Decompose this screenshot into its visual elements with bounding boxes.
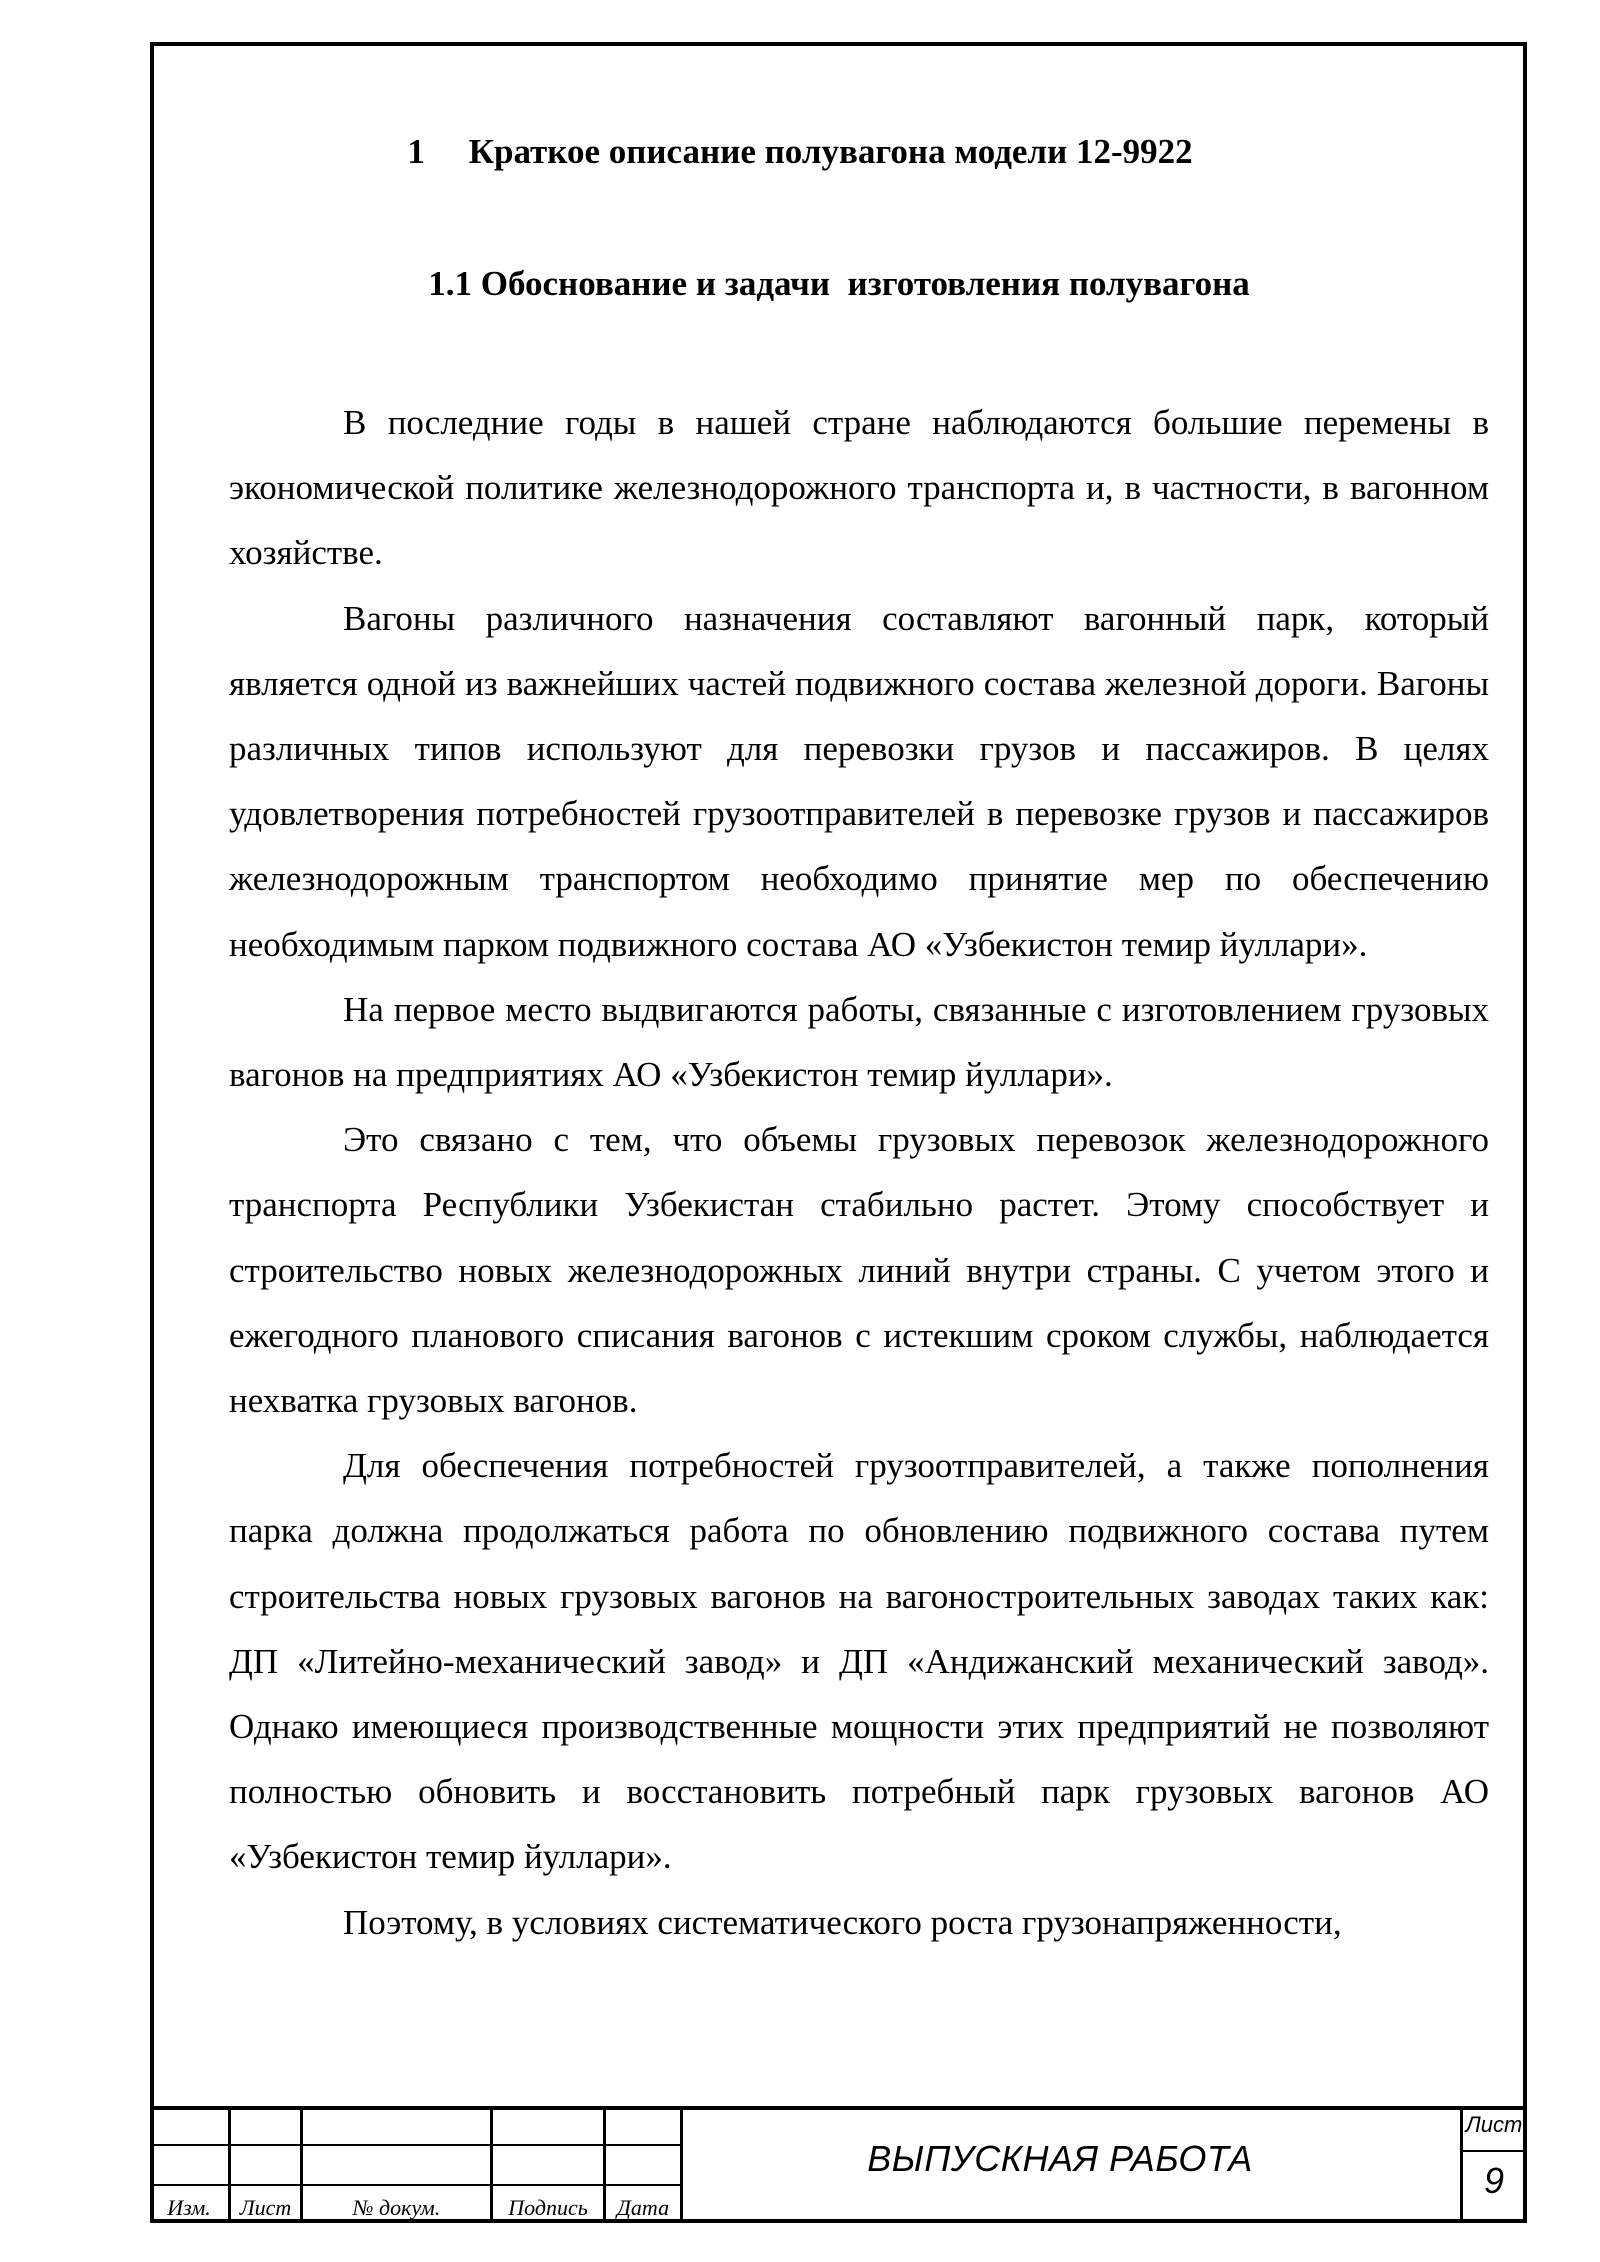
stamp-label-signature: Подпись — [508, 2195, 588, 2220]
sheet-label: Лист — [1465, 2112, 1523, 2137]
section-heading: 1.1 Обоснование и задачи изготовления полувагона — [428, 264, 1250, 303]
paragraph: Для обеспечения потребностей грузоотправителей, а также пополнения парка должна продолжаться работа по обновлению подвижного состава путем строительства новых грузовых вагонов на вагоностроительных заводах таких как: ДП «Литейно-механический завод» и ДП «Андижанский механический завод». Однако имеющиеся производственные мощности этих предприятий не позволяют полностью обновить и восстановить потребный парк грузовых вагонов АО «Узбекистон темир йуллари». — [229, 1446, 1489, 1877]
stamp-label-change: Изм. — [167, 2195, 211, 2220]
stamp-column-divider — [1460, 2110, 1463, 2223]
sheet-cell-divider — [1460, 2150, 1527, 2152]
title-block — [150, 2106, 1527, 2223]
paragraph: Поэтому, в условиях систематического роста грузонапряженности, — [343, 1902, 1342, 1942]
body-text — [229, 390, 1489, 1955]
paragraph: Это связано с тем, что объемы грузовых перевозок железнодорожного транспорта Республики Узбекистан стабильно растет. Этому способствует и строительство новых железнодорожных линий внутри страны. С учетом этого и ежегодного планового списания вагонов с истекшим сроком службы, наблюдается нехватка грузовых вагонов. — [229, 1120, 1489, 1421]
document-title: ВЫПУСКНАЯ РАБОТА — [867, 2138, 1253, 2179]
stamp-label-doc-number: № докум. — [352, 2195, 441, 2220]
sheet-number: 9 — [1483, 2160, 1505, 2201]
paragraph: В последние годы в нашей стране наблюдаются большие перемены в экономической политике железнодорожного транспорта и, в частности, в вагонном хозяйстве. — [229, 403, 1489, 573]
stamp-label-sheet: Лист — [239, 2195, 292, 2220]
chapter-heading: 1 Краткое описание полувагона модели 12-9922 — [407, 132, 1193, 171]
stamp-label-date: Дата — [616, 2195, 670, 2220]
paragraph: Вагоны различного назначения составляют вагонный парк, который является одной из важнейших частей подвижного состава железной дороги. Вагоны различных типов используют для перевозки грузов и пассажиров. В целях удовлетворения потребностей грузоотправителей в перевозке грузов и пассажиров железнодорожным транспортом необходимо принятие мер по обеспечению необходимым парком подвижного состава АО «Узбекистон темир йуллари». — [229, 598, 1489, 964]
paragraph: На первое место выдвигаются работы, связанные с изготовлением грузовых вагонов на предприятиях АО «Узбекистон темир йуллари». — [229, 989, 1489, 1095]
